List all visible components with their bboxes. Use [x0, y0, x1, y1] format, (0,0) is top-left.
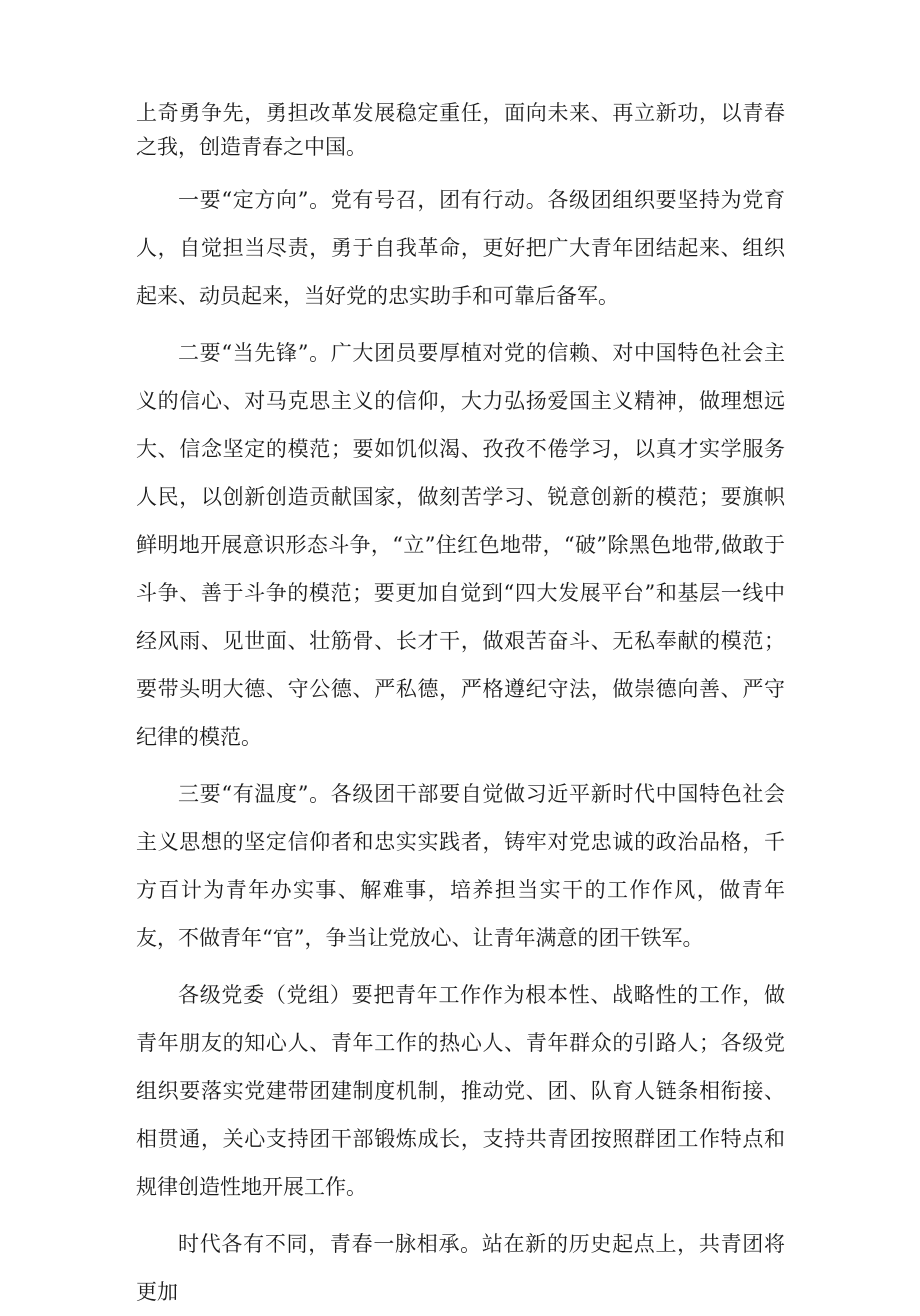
paragraph-warmth: 三要“有温度”。各级团干部要自觉做习近平新时代中国特色社会主义思想的坚定信仰者和忠实实践者，铸牢对党忠诚的政治品格，千方百计为青年办实事、解难事，培养担当实干的工作作风，做青年友，不做青年“官”，争当让党放心、让青年满意的团干铁军。 [136, 782, 785, 950]
paragraph-continuation: 上奇勇争先，勇担改革发展稳定重任，面向未来、再立新功，以青春之我，创造青春之中国。 [136, 101, 785, 159]
paragraph-vanguard: 二要“当先锋”。广大团员要厚植对党的信赖、对中国特色社会主义的信心、对马克思主义的信仰，大力弘扬爱国主义精神，做理想远大、信念坚定的模范；要如饥似渴、孜孜不倦学习，以真才实学服务人民，以创新创造贡献国家，做刻苦学习、锐意创新的模范；要旗帜鲜明地开展意识形态斗争，“立”住红色地带，“破”除黑色地带,做敢于斗争、善于斗争的模范；要更加自觉到“四大发展平台”和基层一线中经风雨、见世面、壮筋骨、长才干，做艰苦奋斗、无私奉献的模范；要带头明大德、守公德、严私德，严格遵纪守法，做崇德向善、严守纪律的模范。 [136, 341, 785, 749]
paragraph-closing: 时代各有不同，青春一脉相承。站在新的历史起点上，共青团将更加 [136, 1232, 785, 1304]
paragraph-party-committees: 各级党委（党组）要把青年工作作为根本性、战略性的工作，做青年朋友的知心人、青年工作的热心人、青年群众的引路人；各级党组织要落实党建带团建制度机制，推动党、团、队育人链条相衔接、相贯通，关心支持团干部锻炼成长，支持共青团按照群团工作特点和规律创造性地开展工作。 [136, 983, 785, 1199]
paragraph-direction: 一要“定方向”。党有号召，团有行动。各级团组织要坚持为党育人，自觉担当尽责，勇于自我革命，更好把广大青年团结起来、组织起来、动员起来，当好党的忠实助手和可靠后备军。 [136, 188, 785, 308]
